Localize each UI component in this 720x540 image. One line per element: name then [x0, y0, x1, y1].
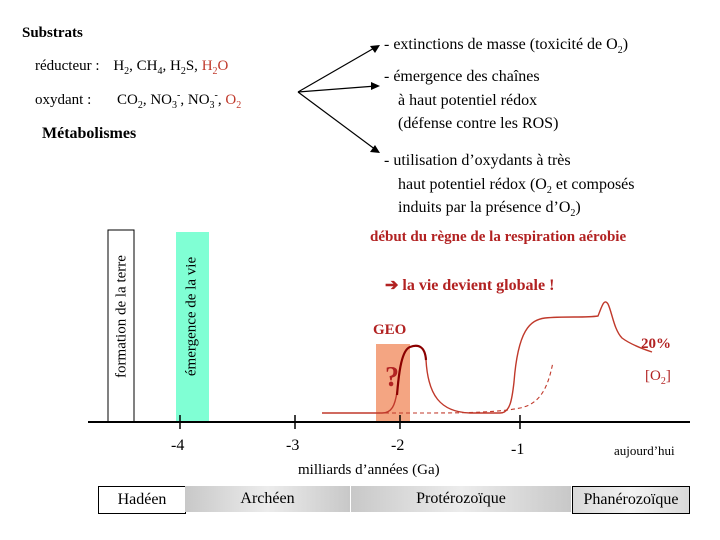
bullet-oxydants-l1: - utilisation d’oxydants à très: [384, 152, 571, 169]
oxydant-label: oxydant :: [35, 92, 92, 108]
formation-terre-label: formation de la terre: [113, 255, 130, 378]
geo-label: GEO: [373, 322, 407, 338]
vie-globale-line: [385, 275, 554, 295]
tick-label-minus3: -3: [286, 437, 300, 454]
arrow-to-chaines: [298, 86, 376, 92]
o2-bracket-label: $[O_2]$: [645, 368, 671, 387]
oxydant-list: $CO_2$, $NO_3^-$, $NO_3^-$, $O_2$: [117, 90, 242, 111]
oxydant-line: [35, 90, 241, 111]
reducteur-list: $H_2$, $CH_4$, $H_2S$, $H_2O$: [113, 58, 229, 77]
o2-formula: $O_2$: [225, 92, 242, 111]
reducteur-label: réducteur :: [35, 58, 100, 74]
arrow-to-extinctions: [298, 47, 376, 92]
pct-label: 20%: [641, 336, 671, 352]
tick-label-minus1: -1: [511, 441, 525, 458]
bullet-oxydants-l3: induits par la présence $d’O_2$): [398, 199, 581, 220]
arrowhead-chaines: [371, 82, 380, 90]
substrats-title: Substrats: [22, 25, 83, 41]
oxygen-curve-dashed: [322, 362, 553, 413]
oxygen-curve-solid: [322, 302, 652, 413]
emergence-vie-label: émergence de la vie: [183, 256, 200, 377]
axis-xlabel: milliards d’années (Ga): [298, 462, 440, 478]
bullet-chaines-l3: (défense contre les ROS): [398, 115, 559, 132]
metabolismes-title: Métabolismes: [42, 125, 137, 142]
tick-label-minus4: -4: [171, 437, 185, 454]
era-archeen: Archéen: [185, 486, 350, 512]
arrow-to-oxydants: [298, 92, 376, 150]
question-mark: ?: [385, 362, 399, 393]
bullet-chaines-l2: à haut potentiel rédox: [398, 92, 538, 109]
vie-globale-text: la vie devient globale !: [398, 277, 555, 294]
bullet-extinctions: - extinctions de masse (toxicité de $O_2$): [384, 36, 629, 57]
reducteur-line: [35, 58, 228, 77]
bullet-chaines-l1: - émergence des chaînes: [384, 68, 540, 85]
era-phanerozoique: Phanérozoïque: [572, 486, 690, 514]
era-hadeen: Hadéen: [98, 486, 186, 514]
arrow-right-icon: ➔: [385, 277, 399, 294]
bullet-oxydants-l2: haut potentiel rédox ($O_2$ et composés: [398, 176, 635, 197]
era-proterozoique: Protérozoïque: [351, 486, 571, 512]
respiration-text: début du règne de la respiration aérobie: [370, 229, 627, 245]
h2o-formula: $H_2O$: [201, 58, 229, 77]
tick-label-minus2: -2: [391, 437, 405, 454]
today-label: aujourd’hui: [614, 443, 675, 458]
